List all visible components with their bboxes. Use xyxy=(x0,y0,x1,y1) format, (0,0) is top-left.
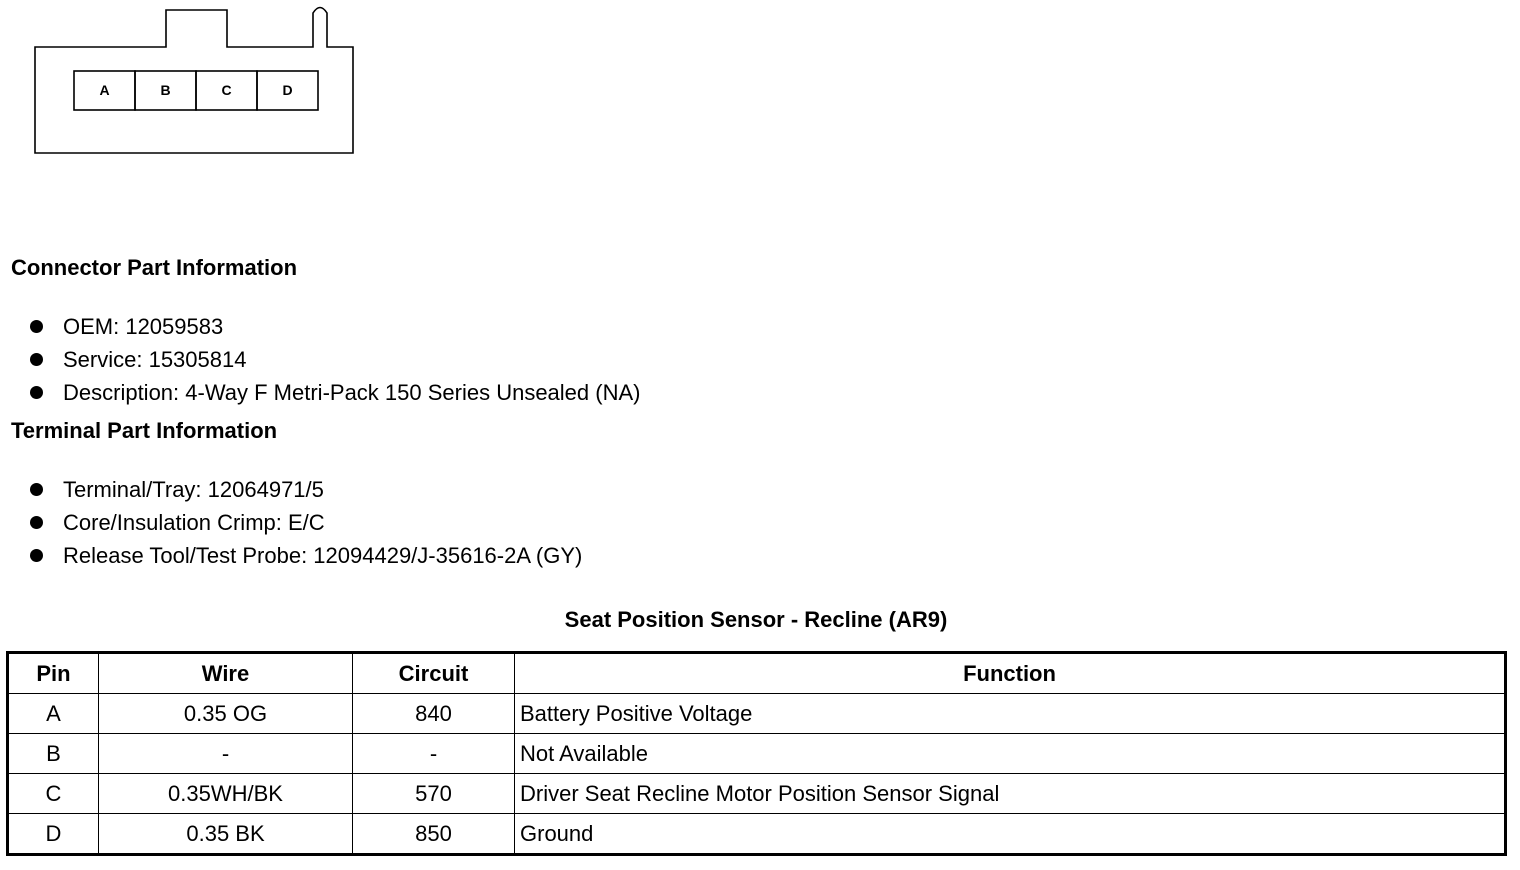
list-item-text: Core/Insulation Crimp: E/C xyxy=(63,509,325,535)
bullet-icon xyxy=(30,386,43,399)
list-item xyxy=(28,539,582,572)
table-header-row xyxy=(8,653,1506,694)
list-item-text: OEM: 12059583 xyxy=(63,313,224,339)
cavity-b xyxy=(135,71,196,110)
cell-function: Ground xyxy=(515,814,1506,855)
header-pin: Pin xyxy=(8,653,99,694)
list-item-text: Release Tool/Test Probe: 12094429/J-35616-2A (GY) xyxy=(63,542,583,568)
connector-housing-outline xyxy=(35,8,353,154)
bullet-icon xyxy=(30,320,43,333)
list-item xyxy=(28,506,582,539)
list-item-text: Terminal/Tray: 12064971/5 xyxy=(63,476,324,502)
cell-circuit: - xyxy=(353,734,515,774)
cell-pin: C xyxy=(8,774,99,814)
list-item-text: Description: 4-Way F Metri-Pack 150 Series Unsealed (NA) xyxy=(63,379,641,405)
cell-pin: B xyxy=(8,734,99,774)
pin-table-title: Seat Position Sensor - Recline (AR9) xyxy=(564,607,948,632)
terminal-info-heading: Terminal Part Information xyxy=(11,418,278,443)
cell-function: Driver Seat Recline Motor Position Sensor Signal xyxy=(515,774,1506,814)
connector-info-heading: Connector Part Information xyxy=(11,255,298,280)
table-row xyxy=(8,814,1506,855)
cavity-label-a: A xyxy=(99,82,110,98)
bullet-icon xyxy=(30,483,43,496)
list-item-text: Service: 15305814 xyxy=(63,346,247,372)
bullet-icon xyxy=(30,516,43,529)
header-wire: Wire xyxy=(99,653,353,694)
pin-table xyxy=(6,651,1507,856)
list-item xyxy=(28,310,640,343)
header-function: Function xyxy=(515,653,1506,694)
header-circuit: Circuit xyxy=(353,653,515,694)
list-item xyxy=(28,376,640,409)
table-row xyxy=(8,694,1506,734)
cell-wire: - xyxy=(99,734,353,774)
table-row xyxy=(8,774,1506,814)
cell-function: Not Available xyxy=(515,734,1506,774)
cell-circuit: 850 xyxy=(353,814,515,855)
table-row xyxy=(8,734,1506,774)
bullet-icon xyxy=(30,549,43,562)
cell-wire: 0.35WH/BK xyxy=(99,774,353,814)
cavity-c xyxy=(196,71,257,110)
cell-wire: 0.35 OG xyxy=(99,694,353,734)
connector-info-list xyxy=(28,310,640,409)
cell-function: Battery Positive Voltage xyxy=(515,694,1506,734)
cell-pin: A xyxy=(8,694,99,734)
list-item xyxy=(28,473,582,506)
cavity-d xyxy=(257,71,318,110)
cavity-label-c: C xyxy=(221,82,232,98)
connector-face-diagram xyxy=(0,0,370,165)
cell-circuit: 570 xyxy=(353,774,515,814)
cell-wire: 0.35 BK xyxy=(99,814,353,855)
bullet-icon xyxy=(30,353,43,366)
list-item xyxy=(28,343,640,376)
cavity-label-d: D xyxy=(282,82,293,98)
cell-pin: D xyxy=(8,814,99,855)
cell-circuit: 840 xyxy=(353,694,515,734)
cavity-label-b: B xyxy=(160,82,171,98)
cavity-a xyxy=(74,71,135,110)
terminal-info-list xyxy=(28,473,582,572)
